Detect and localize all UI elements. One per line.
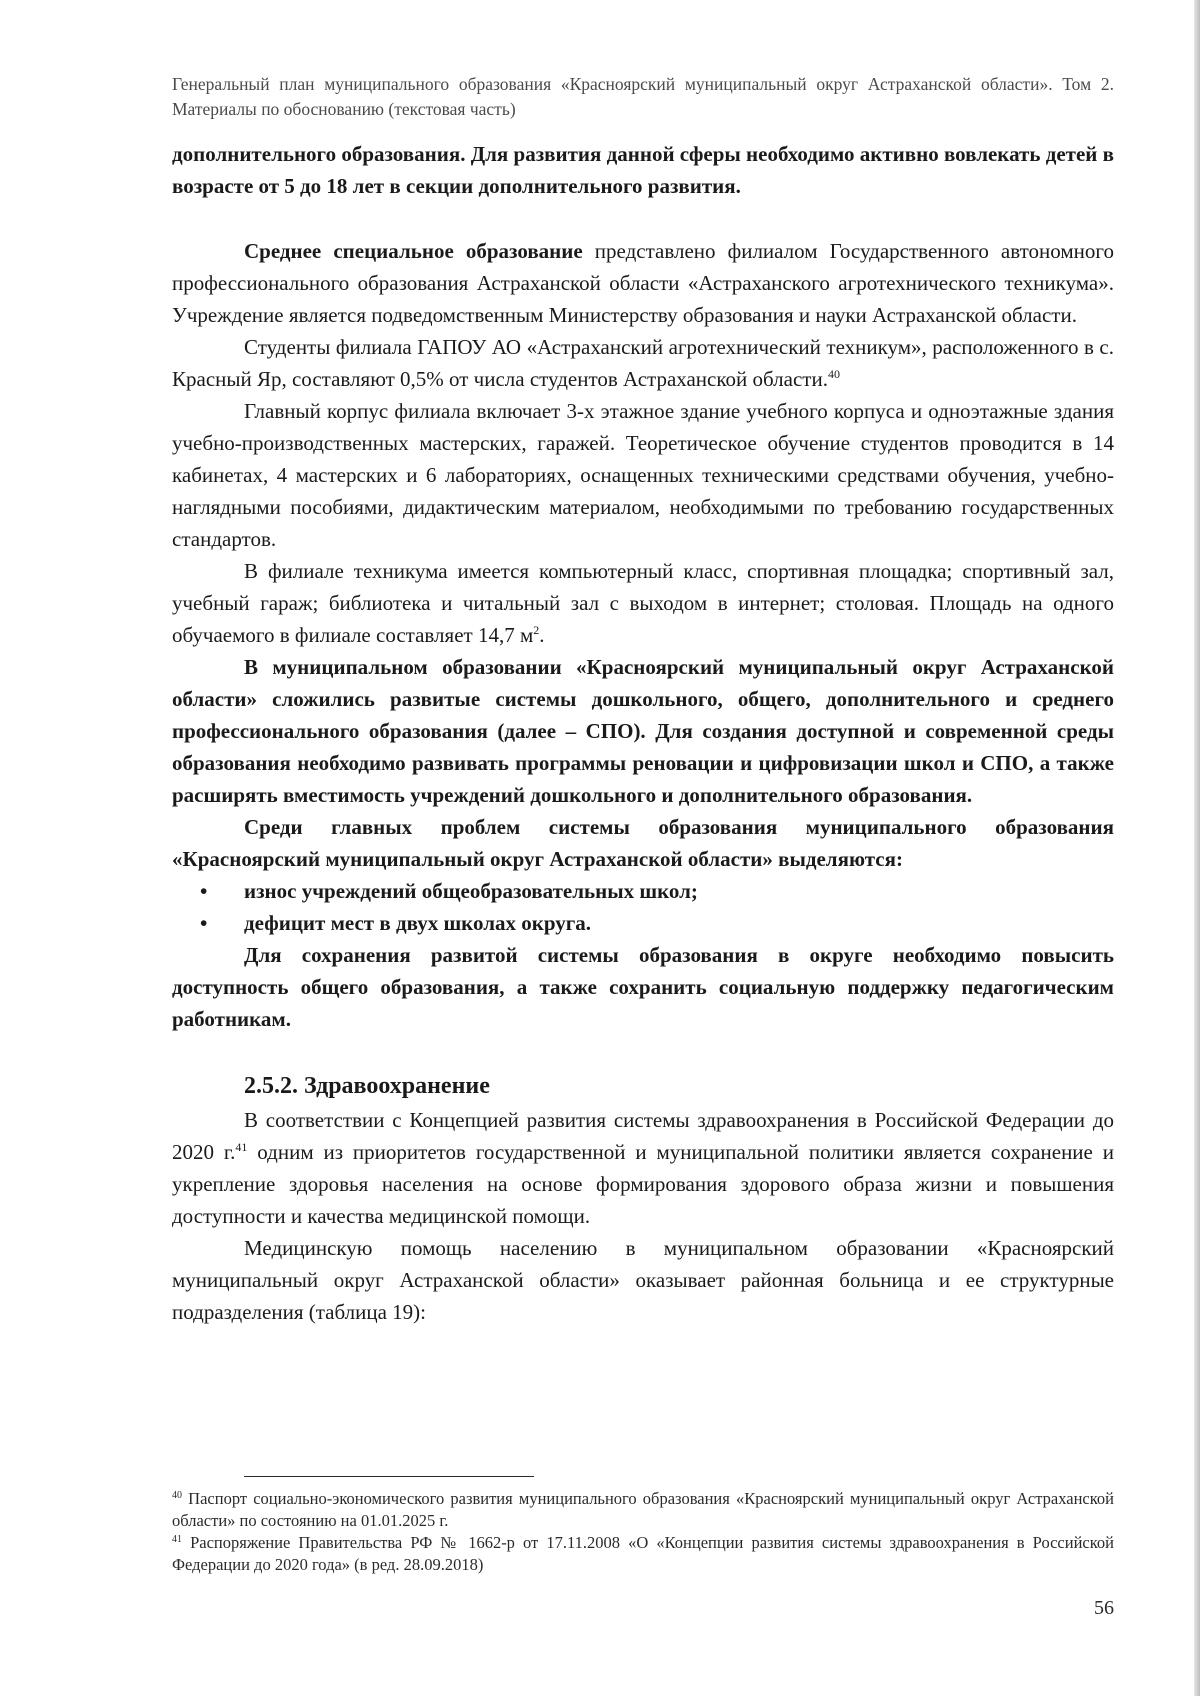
paragraph-text: Студенты филиала ГАПОУ АО «Астраханский агротехнический техникум», расположенного в с. Красный Яр, составляют 0,5% от числа студентов Астраханской области.	[172, 335, 1114, 391]
page-number: 56	[1094, 1597, 1114, 1619]
list-item	[172, 875, 1114, 907]
paragraph-health-concept	[172, 1104, 1114, 1232]
bold-term: Среднее специальное образование	[244, 239, 583, 263]
list-item	[172, 907, 1114, 939]
bullet-icon: •	[200, 879, 208, 903]
paragraph-text: В соответствии с Концепцией развития системы здравоохранения в Российской Федерации до 2020 г.	[172, 1108, 1114, 1164]
bullet-icon: •	[200, 911, 208, 935]
page-edge-shadow	[1194, 0, 1200, 1696]
footnotes	[172, 1488, 1114, 1576]
spacer	[172, 1035, 1114, 1068]
footnote-number: 41	[172, 1534, 182, 1545]
paragraph-conclusion: Для сохранения развитой системы образования в округе необходимо повысить доступность общего образования, а также сохранить социальную поддержку педагогическим работникам.	[172, 943, 1114, 1031]
footnote-ref-40[interactable]: 40	[827, 367, 840, 381]
paragraph-end: .	[539, 623, 545, 647]
main-text	[172, 138, 1114, 1328]
paragraph-text: представлено филиалом Государственного автономного профессионального образования Астраханской области «Астраханского агротехнического техникума». Учреждение является подведомственным Министерству образования и науки Астраханской области.	[172, 239, 1114, 327]
footnote-ref-41[interactable]: 41	[235, 1140, 248, 1154]
footnote-separator	[244, 1476, 534, 1477]
paragraph-medical-help: Медицинскую помощь населению в муниципальном образовании «Красноярский муниципальный округ Астраханской области» оказывает районная больница и ее структурные подразделения (таблица 19):	[172, 1236, 1114, 1324]
paragraph-problems-intro: Среди главных проблем системы образования муниципального образования «Красноярский муниципальный округ Астраханской области» выделяются:	[172, 815, 1114, 871]
paragraph-education-systems: В муниципальном образовании «Красноярский муниципальный округ Астраханской области» сложились развитые системы дошкольного, общего, дополнительного и среднего профессионального образования (далее – СПО). Для создания доступной и современной среды образования необходимо развивать программы реновации и цифровизации школ и СПО, а также расширять вместимость учреждений дошкольного и дополнительного образования.	[172, 655, 1114, 807]
paragraph-text: одним из приоритетов государственной и муниципальной политики является сохранение и укрепление здоровья населения на основе формирования здорового образа жизни и повышения доступности и качества медицинской помощи.	[172, 1140, 1114, 1228]
superscript-square: 2	[533, 623, 540, 637]
list-item-text: дефицит мест в двух школах округа.	[244, 911, 592, 935]
list-item-text: износ учреждений общеобразовательных школ;	[244, 879, 698, 903]
paragraph-facilities	[172, 555, 1114, 651]
paragraph-secondary-special-education	[172, 235, 1114, 331]
footnote-text: Паспорт социально-экономического развития муниципального образования «Красноярский муниципальный округ Астраханской области» по состоянию на 01.01.2025 г.	[172, 1489, 1114, 1530]
footnote-text: Распоряжение Правительства РФ № 1662-р от 17.11.2008 «О «Концепции развития системы здравоохранения в Российской Федерации до 2020 года» (в ред. 28.09.2018)	[172, 1533, 1114, 1574]
spacer	[172, 202, 1114, 235]
paragraph-students	[172, 331, 1114, 395]
paragraph-additional-education: дополнительного образования. Для развития данной сферы необходимо активно вовлекать детей в возрасте от 5 до 18 лет в секции дополнительного развития.	[172, 142, 1114, 198]
section-heading: 2.5.2. Здравоохранение	[244, 1073, 490, 1099]
running-header: Генеральный план муниципального образования «Красноярский муниципальный округ Астраханской области». Том 2. Материалы по обоснованию (текстовая часть)	[172, 74, 1114, 119]
footnote-41	[172, 1532, 1114, 1576]
footnote-40	[172, 1488, 1114, 1532]
paragraph-text: В филиале техникума имеется компьютерный класс, спортивная площадка; спортивный зал, учебный гараж; библиотека и читальный зал с выходом в интернет; столовая. Площадь на одного обучаемого в филиале составляет 14,7 м	[172, 559, 1114, 647]
footnote-number: 40	[172, 1490, 182, 1501]
paragraph-main-building: Главный корпус филиала включает 3-х этажное здание учебного корпуса и одноэтажные здания учебно-производственных мастерских, гаражей. Теоретическое обучение студентов проводится в 14 кабинетах, 4 мастерских и 6 лабораториях, оснащенных техническими средствами обучения, учебно-наглядными пособиями, дидактическим материалом, необходимыми по требованию государственных стандартов.	[172, 399, 1114, 551]
problems-list	[172, 875, 1114, 939]
